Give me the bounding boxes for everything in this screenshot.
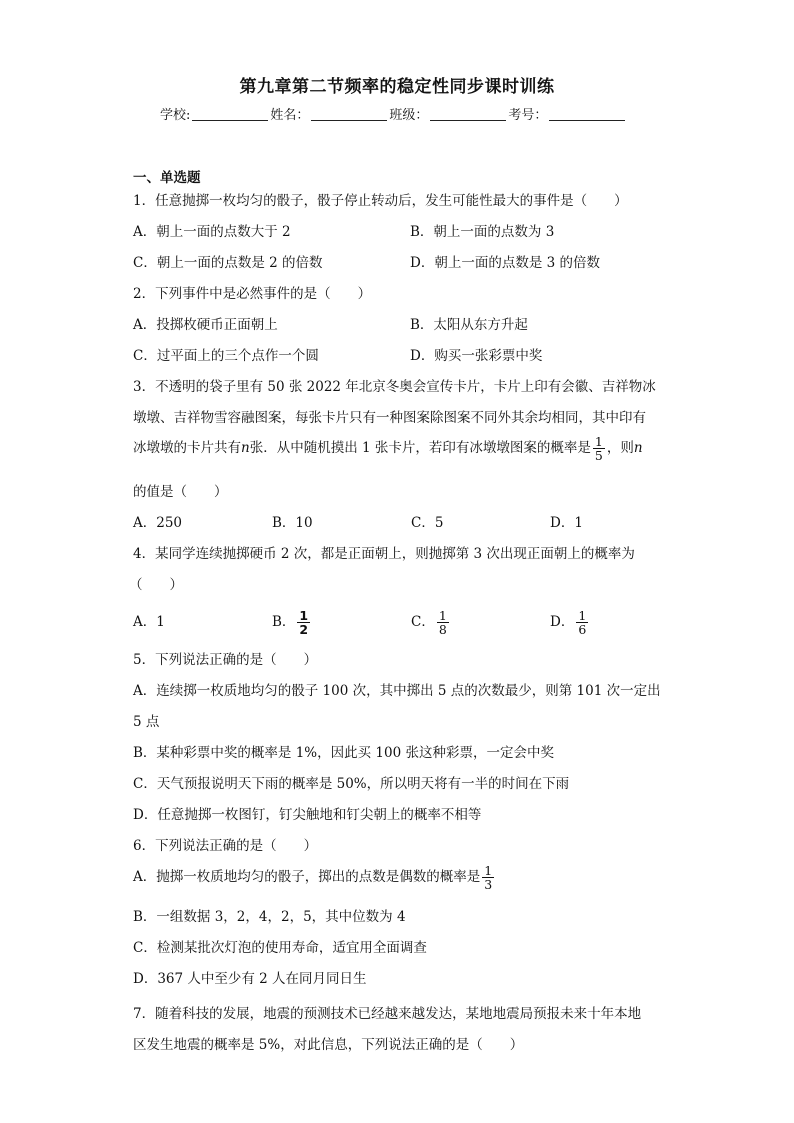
q5-option-b: B．某种彩票中奖的概率是 1%，因此买 100 张这种彩票，一定会中奖 — [133, 745, 554, 761]
class-blank[interactable] — [430, 106, 506, 121]
school-label: 学校: — [160, 108, 191, 123]
q3-variable-n-2: n — [633, 440, 643, 456]
q6-option-a-denominator: 3 — [484, 877, 493, 892]
q5-stem: 5．下列说法正确的是（ ） — [133, 652, 318, 668]
page-title: 第九章第二节频率的稳定性同步课时训练 — [239, 77, 555, 97]
exam-no-blank[interactable] — [549, 106, 625, 121]
q4-option-b-fraction — [297, 609, 310, 636]
q1-options-row2 — [133, 252, 663, 274]
q4-option-a: A．1 — [133, 614, 165, 630]
q7-line-2: 区发生地震的概率是 5%，对此信息，下列说法正确的是（ ） — [133, 1037, 524, 1053]
q3-line-3-start: 冰墩墩的卡片共有 — [133, 440, 241, 456]
q4-option-c-numerator: 1 — [438, 608, 447, 623]
name-label: 姓名： — [270, 108, 310, 123]
q4-option-b-label: B． — [272, 614, 296, 630]
q4-option-d-fraction — [576, 609, 588, 636]
q4-option-c-fraction — [437, 609, 449, 636]
q1-option-b: B．朝上一面的点数为 3 — [410, 224, 555, 240]
exam-no-label: 考号： — [508, 108, 548, 123]
q3-line-1: 3．不透明的袋子里有 50 张 2022 年北京冬奥会宣传卡片，卡片上印有会徽、吉祥物冰 — [133, 379, 656, 395]
q1-option-a: A．朝上一面的点数大于 2 — [133, 224, 291, 240]
q4-line-1: 4．某同学连续抛掷硬币 2 次，都是正面朝上，则抛掷第 3 次出现正面朝上的概率为 — [133, 546, 635, 562]
q4-line-2: （ ） — [129, 577, 183, 593]
q4-option-d-denominator: 6 — [578, 622, 587, 637]
q4-option-c — [411, 602, 550, 642]
q4-option-d-label: D． — [550, 614, 575, 630]
q6-option-a-text: A．抛掷一枚质地均匀的骰子，掷出的点数是偶数的概率是 — [133, 869, 481, 885]
q3-line-2: 墩墩、吉祥物雪容融图案，每张卡片只有一种图案除图案不同外其余均相同，其中印有 — [133, 410, 646, 426]
q5-option-d: D．任意抛掷一枚图钉，钉尖触地和钉尖朝上的概率不相等 — [133, 807, 482, 823]
q6-option-a-numerator: 1 — [484, 863, 493, 878]
q3-line-4: 的值是（ ） — [133, 484, 228, 500]
class-label: 班级： — [389, 108, 429, 123]
q5-option-c: C．天气预报说明天下雨的概率是 50%，所以明天将有一半的时间在下雨 — [133, 776, 570, 792]
q3-option-d: D．1 — [550, 515, 583, 531]
q2-stem: 2．下列事件中是必然事件的是（ ） — [133, 286, 372, 302]
q4-option-b — [272, 602, 411, 642]
q2-options-row1 — [133, 314, 663, 336]
q6-stem: 6．下列说法正确的是（ ） — [133, 838, 318, 854]
student-info-row — [160, 104, 640, 123]
q4-option-c-label: C． — [411, 614, 435, 630]
q1-option-d: D．朝上一面的点数是 3 的倍数 — [410, 255, 600, 271]
q2-option-a: A．投掷枚硬币正面朝上 — [133, 317, 278, 333]
q3-option-b: B．10 — [272, 515, 313, 531]
q6-option-c: C．检测某批次灯泡的使用寿命，适宜用全面调查 — [133, 940, 427, 956]
q6-option-b: B．一组数据 3，2，4，2，5，其中位数为 4 — [133, 909, 406, 925]
q2-options-row2 — [133, 345, 663, 367]
q3-option-c: C．5 — [411, 515, 444, 531]
q4-option-b-denominator: 2 — [299, 622, 309, 637]
q6-option-d: D．367 人中至少有 2 人在同月同日生 — [133, 971, 367, 987]
q1-stem: 1．任意抛掷一枚均匀的骰子，骰子停止转动后，发生可能性最大的事件是（ ） — [133, 193, 628, 209]
q3-option-a: A．250 — [133, 515, 183, 531]
q6-option-a — [133, 863, 496, 891]
q6-option-a-fraction — [482, 864, 494, 891]
q4-options — [133, 602, 663, 642]
q5-option-a-line-1: A．连续掷一枚质地均匀的骰子 100 次，其中掷出 5 点的次数最少，则第 101 次一定出 — [133, 683, 661, 699]
q3-probability-fraction — [593, 435, 605, 462]
school-blank[interactable] — [192, 106, 268, 121]
q3-line-3-middle: 张．从中随机摸出 1 张卡片，若印有冰墩墩图案的概率是 — [249, 440, 591, 456]
q3-options — [133, 512, 663, 534]
q2-option-c: C．过平面上的三个点作一个圆 — [133, 348, 319, 364]
q4-option-d — [550, 602, 590, 642]
section-heading: 一、单选题 — [133, 170, 201, 186]
q5-option-a-line-2: 5 点 — [133, 714, 160, 730]
q2-option-b: B．太阳从东方升起 — [410, 317, 528, 333]
q3-line-3 — [133, 434, 643, 462]
q1-option-c: C．朝上一面的点数是 2 的倍数 — [133, 255, 323, 271]
q3-fraction-numerator: 1 — [594, 434, 603, 449]
q7-line-1: 7．随着科技的发展，地震的预测技术已经越来越发达，某地地震局预报未来十年本地 — [133, 1006, 642, 1022]
name-blank[interactable] — [311, 106, 387, 121]
q1-options-row1 — [133, 221, 663, 243]
q4-option-c-denominator: 8 — [438, 622, 447, 637]
q3-variable-n: n — [241, 440, 250, 456]
q3-fraction-denominator: 5 — [594, 448, 603, 463]
q3-line-3-end: ，则 — [606, 440, 634, 456]
q4-option-b-numerator: 1 — [299, 608, 309, 623]
q2-option-d: D．购买一张彩票中奖 — [410, 348, 543, 364]
q4-option-d-numerator: 1 — [578, 608, 587, 623]
